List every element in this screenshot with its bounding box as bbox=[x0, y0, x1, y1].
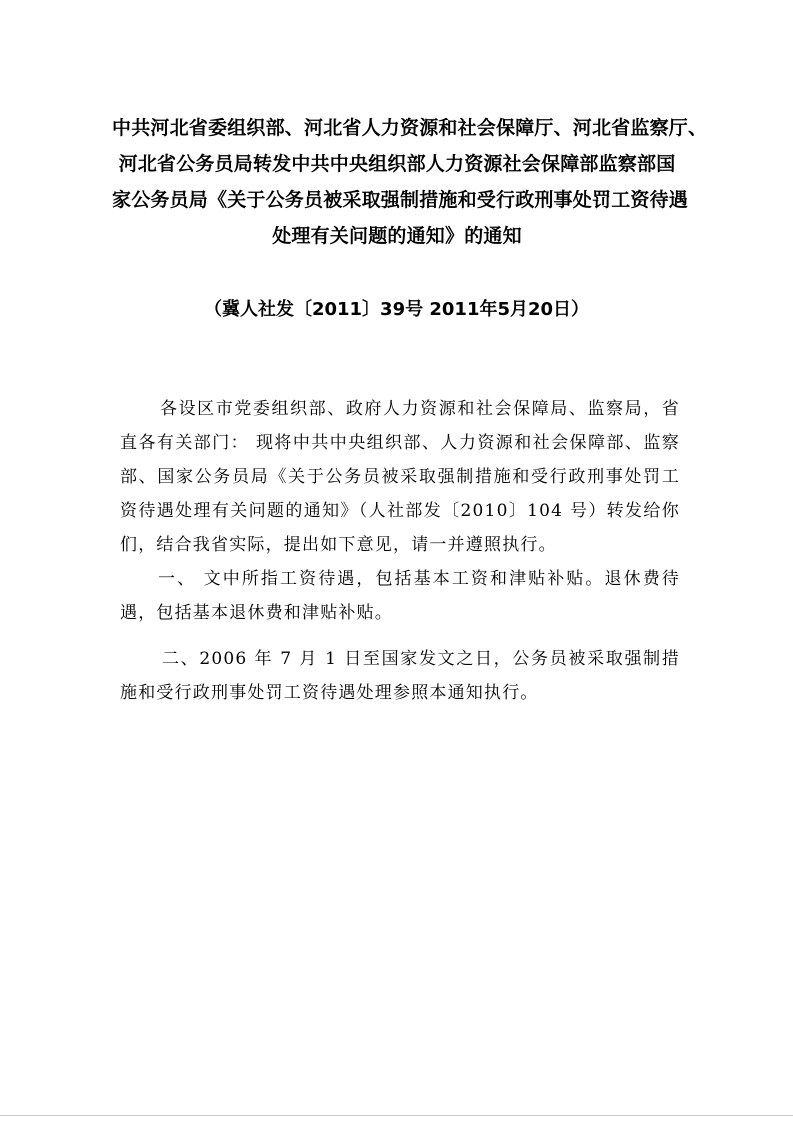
title-line-3: 家公务员局《关于公务员被采取强制措施和受行政刑事处罚工资待遇 bbox=[112, 189, 689, 211]
document-number: （冀人社发〔2011〕39号 2011年5月20日） bbox=[203, 299, 590, 320]
paragraph-addressee-intro: 各设区市党委组织部、政府人力资源和社会保障局、监察局，省直各有关部门： 现将中共中央组织部、人力资源和社会保障部、监察部、国家公务员局《关于公务员被采取强制措施和受行政刑事处罚工资待遇处理有关问题的通知》（人社部发〔2010〕104 号）转发给你们，结合我省实际，提出如下意见，请一并遵照执行。 bbox=[120, 399, 680, 555]
document-title bbox=[112, 110, 708, 254]
page-bottom-rule bbox=[0, 1115, 793, 1116]
title-line-1: 中共河北省委组织部、河北省人力资源和社会保障厅、河北省监察厅、 bbox=[112, 117, 708, 139]
title-line-4: 处理有关问题的通知》的通知 bbox=[272, 225, 522, 247]
paragraph-point-one: 一、 文中所指工资待遇，包括基本工资和津贴补贴。退休费待遇，包括基本退休费和津贴补贴。 bbox=[120, 569, 680, 623]
document-body bbox=[120, 392, 680, 710]
title-line-2: 河北省公务员局转发中共中央组织部人力资源社会保障部监察部国 bbox=[118, 153, 676, 175]
paragraph-point-two: 二、2006 年 7 月 1 日至国家发文之日，公务员被采取强制措施和受行政刑事处罚工资待遇处理参照本通知执行。 bbox=[120, 649, 680, 703]
